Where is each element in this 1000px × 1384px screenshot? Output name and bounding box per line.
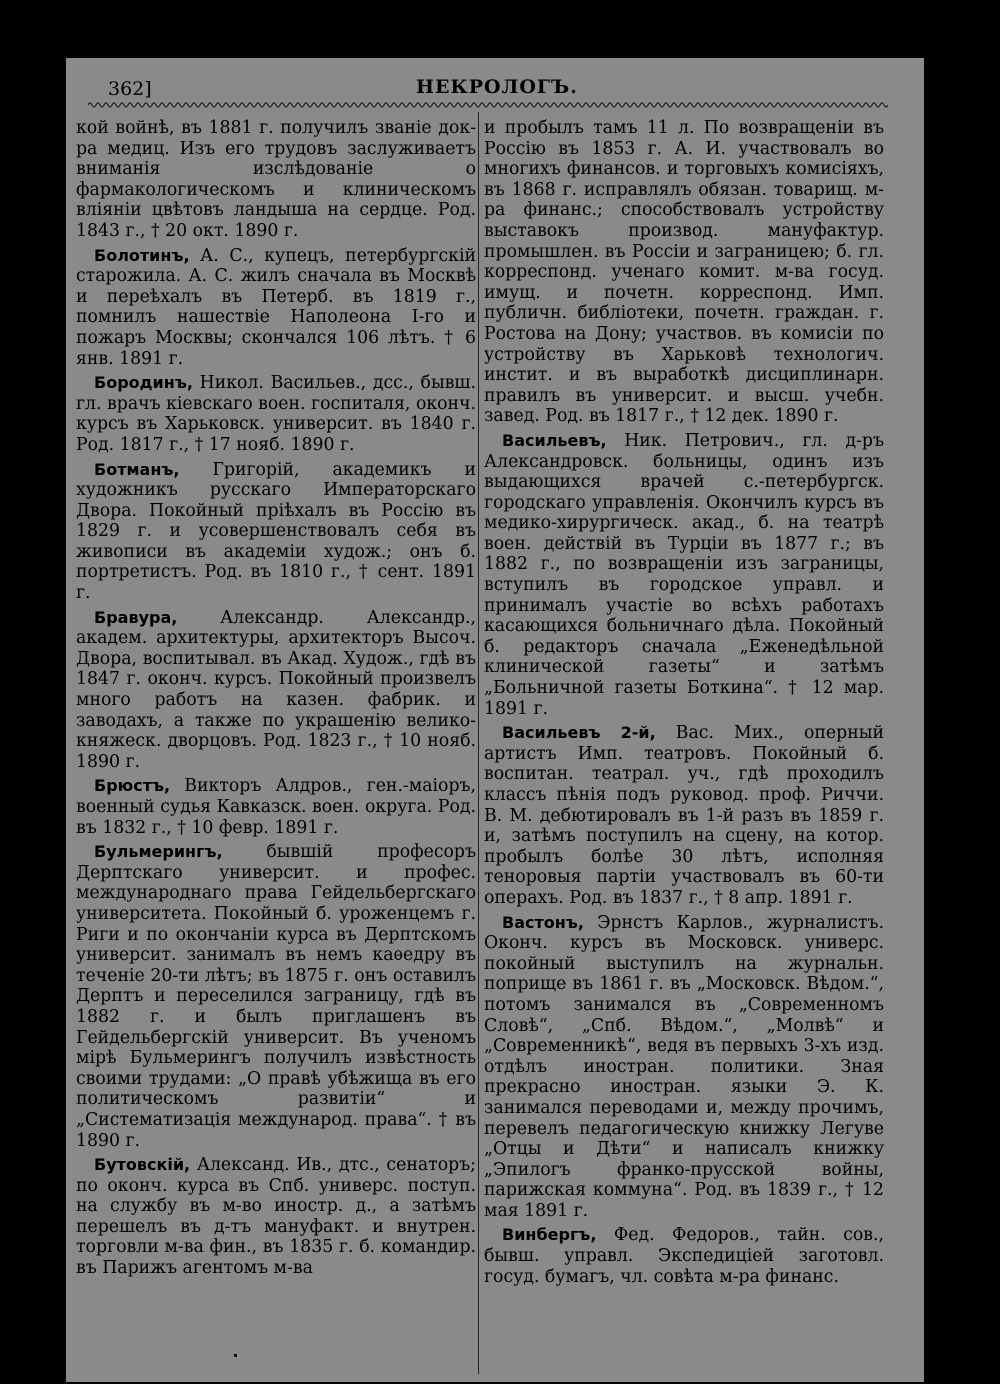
entry-name: Бородинъ,	[94, 373, 193, 393]
entry-name: Бутовскій,	[94, 1155, 191, 1175]
entry-text: и пробылъ тамъ 11 л. По возвращеніи въ Россію въ 1853 г. А. И. участвовалъ во многихъ финансов. и торговыхъ комисіяхъ, въ 1868 г. исправлялъ обязан. товарищ. м-ра финанс.; способствовалъ устройству выставокъ производ. мануфактур. промышлен. въ Россіи и заграницею; б. гл. корреспонд. ученаго комит. м-ва госуд. имущ. и почетн. корреспонд. Имп. публичн. библіотеки, почетн. граждан. г. Ростова на Дону; участвов. въ комисіи по устройству въ Харьковѣ технологич. инстит. и въ выработкѣ дисциплинарн. правилъ въ университ. и высш. учебн. завед. Род. въ 1817 г., † 12 дек. 1890 г.	[484, 118, 884, 427]
obituary-entry	[76, 608, 476, 773]
entry-text: Александр. Александр., академ. архитектуры, архитекторъ Высоч. Двора, воспитывал. въ Акад. Худож., гдѣ въ 1847 г. оконч. курсъ. Покойный произвелъ много работъ на казен. фабрик. и заводахъ, а также по украшенію велико-княжеск. дворцовъ. Род. 1823 г., † 10 нояб. 1890 г.	[76, 607, 476, 772]
entry-text: Вас. Мих., оперный артистъ Имп. театровъ. Покойный б. воспитан. театрал. уч., гдѣ проходилъ классъ пѣнія подъ руковод. проф. Риччи. В. М. дебютировалъ въ 1-й разъ въ 1859 г. и, затѣмъ поступилъ на сцену, на котор. пробылъ болѣе 30 лѣтъ, исполняя теноровыя партіи участвовалъ въ 60-ти операхъ. Род. въ 1837 г., † 8 апр. 1891 г.	[484, 723, 884, 908]
entry-name: Винбергъ,	[502, 1225, 597, 1245]
entry-text: Ник. Петрович., гл. д-ръ Александровск. больницы, одинъ изъ выдающихся врачей с.-петербургск. городскаго управленія. Окончилъ курсъ въ медико-хирургическ. акад., б. на театрѣ воен. действій въ Турціи въ 1877 г.; въ 1882 г., по возвращеніи изъ заграницы, вступилъ въ городское управл. и принималъ участіе во всѣхъ работахъ касающихся больничнаго дѣла. Покойный б. редакторъ сначала „Еженедѣльной клинической газеты“ и затѣмъ „Больничной газеты Боткина“. † 12 мар. 1891 г.	[484, 430, 884, 719]
obituary-entry	[76, 1155, 476, 1279]
obituary-entry	[484, 723, 884, 908]
obituary-entry	[484, 118, 884, 427]
entry-name: Васильевъ,	[502, 430, 607, 450]
wavy-rule	[88, 100, 888, 110]
obituary-entry	[76, 373, 476, 455]
book-page	[66, 58, 924, 1382]
entry-name: Болотинъ,	[94, 245, 190, 265]
entry-text: Григорій, академикъ и художникъ русскаго Императорскаго Двора. Покойный пріѣхалъ въ Россію въ 1829 г. и усовершенствовалъ себя въ живописи въ академіи худож.; онъ б. портретистъ. Род. въ 1810 г., † сент. 1891 г.	[76, 459, 476, 604]
entry-name: Ботманъ,	[94, 459, 180, 479]
entry-text: бывшій професоръ Дерптскаго университ. и профес. международнаго права Гейдельбергскаго университета. Покойный б. уроженцемъ г. Риги и по окончаніи курса въ Дерптскомъ университ. занималъ въ немъ каѳедру въ теченіе 20-ти лѣтъ; въ 1875 г. онъ оставилъ Дерптъ и переселился заграницу, гдѣ въ 1882 г. и былъ приглашенъ въ Гейдельбергскій университ. Въ ученомъ мірѣ Бульмерингъ получилъ извѣстность своими трудами: „О правѣ убѣжища въ его политическомъ развитіи“ и „Систематизація международ. права“. † въ 1890 г.	[76, 842, 476, 1151]
entry-text: Фед. Федоров., тайн. сов., бывш. управл. Экспедиціей заготовл. госуд. бумагъ, чл. совѣта м-ра финанс.	[484, 1225, 884, 1287]
obituary-entry	[76, 118, 476, 242]
entry-text: А. С., купецъ, петербургскій старожила. А. С. жилъ сначала въ Москвѣ и переѣхалъ въ Петерб. въ 1819 г., помнилъ нашествіе Наполеона I-го и пожаръ Москвы; скончался 106 лѣтъ. † 6 янв. 1891 г.	[76, 245, 476, 369]
entry-text: кой войнѣ, въ 1881 г. получилъ званіе док-ра медиц. Изъ его трудовъ заслуживаетъ вниманія изслѣдованіе о фармакологическомъ и клиническомъ вліяніи цвѣтовъ ландыша на сердце. Род. 1843 г., † 20 окт. 1890 г.	[76, 118, 476, 241]
entry-text: Викторъ Алдров., ген.-маіоръ, военный судья Кавказск. воен. округа. Род. въ 1832 г., † 10 февр. 1891 г.	[76, 776, 476, 838]
entry-text: Эрнстъ Карлов., журналистъ. Оконч. курсъ въ Московск. универс. покойный выступилъ на журнальн. поприще въ 1861 г. въ „Московск. Вѣдом.“, потомъ занимался въ „Современномъ Словѣ“, „Спб. Вѣдом.“, „Молвѣ“ и „Современникѣ“, ведя въ первыхъ 3-хъ изд. отдѣлъ иностран. политики. Зная прекрасно иностран. языки Э. К. занимался переводами и, между прочимъ, перевелъ педагогическую книжку Легуве „Отцы и Дѣти“ и написалъ книжку „Эпилогъ франко-прусской войны, парижская коммуна“. Род. въ 1839 г., † 12 мая 1891 г.	[484, 912, 884, 1221]
left-column	[76, 118, 476, 1283]
obituary-entry	[76, 460, 476, 604]
entry-name: Бравура,	[94, 607, 178, 627]
entry-name: Васильевъ 2-й,	[502, 723, 656, 743]
page-title: НЕКРОЛОГЪ.	[416, 76, 578, 98]
page-number: 362]	[108, 78, 152, 100]
entry-name: Вастонъ,	[502, 912, 584, 932]
obituary-entry	[76, 246, 476, 370]
obituary-entry	[484, 431, 884, 719]
obituary-entry	[76, 776, 476, 838]
obituary-entry	[76, 842, 476, 1151]
entry-name: Брюстъ,	[94, 776, 171, 796]
right-column	[484, 118, 884, 1291]
column-divider	[478, 112, 479, 1374]
entry-text: Никол. Васильев., дсс., бывш. гл. врачъ кіевскаго воен. госпиталя, оконч. курсъ въ Харьковск. университ. въ 1840 г. Род. 1817 г., † 17 нояб. 1890 г.	[76, 373, 476, 455]
entry-name: Бульмерингъ,	[94, 842, 223, 862]
page-header	[66, 58, 924, 118]
obituary-entry	[484, 1225, 884, 1287]
obituary-entry	[484, 913, 884, 1222]
entry-text: Александ. Ив., дтс., сенаторъ; по оконч. курса въ Спб. универс. поступ. на службу въ м-во иностр. д., а затѣмъ перешелъ въ д-тъ мануфакт. и внутрен. торговли м-ва фин., въ 1835 г. б. командир. въ Парижъ агентомъ м-ва	[76, 1155, 476, 1279]
speck	[234, 1354, 237, 1357]
